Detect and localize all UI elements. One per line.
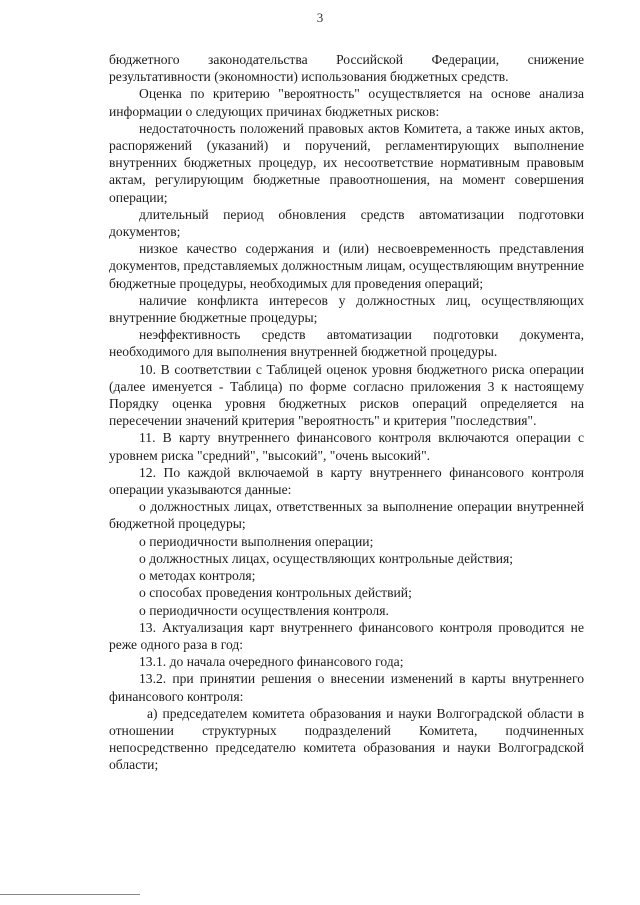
paragraph: недостаточность положений правовых актов Комитета, а также иных актов, распоряжений (указаний) и поручений, регламентирующих выполнение внутренних бюджетных процедур, их несоответствие нормативным правовым актам, регулирующим бюджетные правоотношения, на момент совершения операции;	[109, 120, 584, 205]
paragraph: бюджетного законодательства Российской Федерации, снижение результативности (экономности) использования бюджетных средств.	[109, 52, 584, 85]
paragraph: о периодичности выполнения операции;	[139, 533, 374, 549]
document-body	[109, 51, 584, 774]
paragraph: о способах проведения контрольных действий;	[139, 585, 412, 601]
paragraph: наличие конфликта интересов у должностных лиц, осуществляющих внутренние бюджетные процедуры;	[109, 292, 584, 326]
paragraph: Оценка по критерию "вероятность" осуществляется на основе анализа информации о следующих причинах бюджетных рисков:	[109, 86, 584, 119]
paragraph: 13.2. при принятии решения о внесении изменений в карты внутреннего финансового контроля:	[109, 671, 584, 704]
paragraph: 10. В соответствии с Таблицей оценок уровня бюджетного риска операции (далее именуется - Таблица) по форме согласно приложения 3 к настоящему Порядку оценка уровня бюджетных рисков операций определяется на пересечении значений критерия "вероятность" и критерия "последствия".	[109, 361, 584, 429]
paragraph: низкое качество содержания и (или) несвоевременность представления документов, представляемых должностным лицам, осуществляющим внутренние бюджетные процедуры, необходимых для проведения операций;	[109, 241, 585, 291]
page-number: 3	[316, 10, 324, 25]
paragraph: 11. В карту внутреннего финансового контроля включаются операции с уровнем риска "средний", "высокий", "очень высокий".	[109, 430, 584, 463]
paragraph: неэффективность средств автоматизации подготовки документа, необходимого для выполнения внутренней бюджетной процедуры.	[109, 327, 584, 360]
footer-divider	[0, 894, 140, 895]
paragraph: 13. Актуализация карт внутреннего финансового контроля проводится не реже одного раза в год:	[109, 619, 584, 652]
paragraph: 13.1. до начала очередного финансового года;	[139, 654, 404, 670]
paragraph: длительный период обновления средств автоматизации подготовки документов;	[109, 206, 584, 240]
paragraph: о периодичности осуществления контроля.	[139, 602, 389, 618]
paragraph: о должностных лицах, ответственных за выполнение операции внутренней бюджетной процедуры;	[109, 499, 584, 532]
paragraph: 12. По каждой включаемой в карту внутреннего финансового контроля операции указываются данные:	[109, 464, 584, 498]
paragraph: а) председателем комитета образования и науки Волгоградской области в отношении структурных подразделений Комитета, подчиненных непосредственно председателю комитета образования и науки Волгоградской области;	[109, 705, 584, 773]
paragraph: о методах контроля;	[139, 568, 256, 584]
paragraph: о должностных лицах, осуществляющих контрольные действия;	[139, 550, 514, 566]
